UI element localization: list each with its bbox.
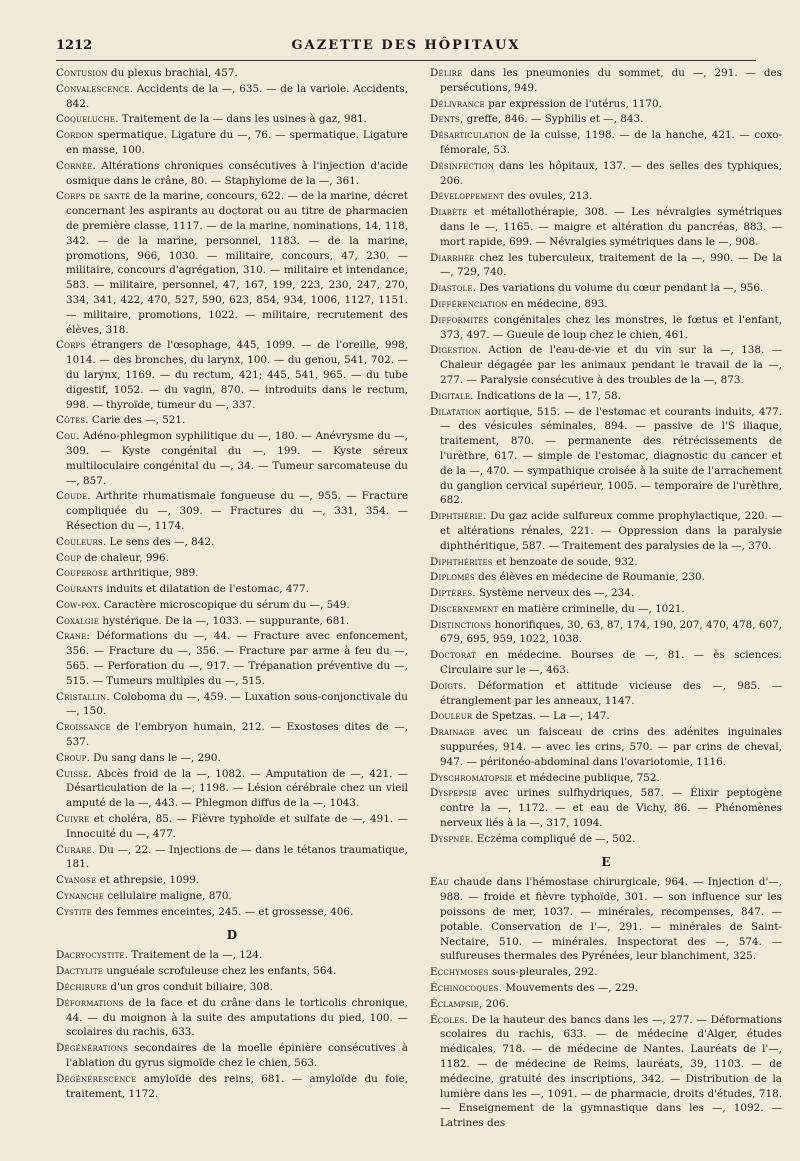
entry-heading: Diphthérites: [430, 555, 493, 568]
entry-text: avec urines sulfhydriques, 587. — Élixir peptogène contre la —, 1172. — et eau de Vichy, 86. — Phénomènes nerveux liés à la —, 317, 1094.: [440, 787, 782, 830]
entry-heading: Désinfection: [430, 159, 495, 172]
index-entry: [56, 873, 408, 888]
index-entry: [56, 112, 408, 127]
index-entry: [430, 771, 782, 786]
entry-heading: Doctorat: [430, 649, 477, 662]
entry-text: de la face et du crâne dans le torticolis chronique, 44. — du moignon à la suite des amputations du pied, 100. — scolaires du rachis, 633.: [66, 996, 408, 1039]
index-entry: [56, 338, 408, 412]
entry-text: . Du —, 22. — Injections de — dans le tétanos traumatique, 181.: [66, 843, 408, 871]
index-entry: [56, 751, 408, 766]
running-title: GAZETTE DES HÔPITAUX: [291, 38, 521, 53]
entry-heading: Écoles: [430, 1013, 465, 1026]
index-entry: [56, 690, 408, 720]
index-entry: [430, 709, 782, 724]
entry-heading: Dacryocystite: [56, 949, 125, 962]
entry-text: du plexus brachial, 457.: [107, 67, 238, 79]
index-entry: [56, 720, 408, 750]
index-entry: [56, 551, 408, 566]
entry-text: et choléra, 85. — Fièvre typhoïde et sulfate de —, 491. — Innocuité du —, 477.: [66, 813, 408, 840]
entry-text: . Du gaz acide sulfureux comme prophylactique, 220. — et altérations rénales, 221. — Oppression dans la paralysie diphthéritique, 587. — Traitement des paralysies de la —, 370.: [440, 510, 782, 552]
entry-text: de chaleur, 996.: [81, 551, 169, 564]
entry-text: des élèves en médecine de Roumanie, 230.: [474, 571, 705, 584]
entry-text: et benzoate de soude, 932.: [492, 555, 638, 568]
entry-text: spermatique. Ligature du —, 76. — spermatique. Ligature en masse, 100.: [66, 129, 408, 156]
entry-heading: Diplomés: [430, 571, 475, 584]
index-entry: [430, 205, 782, 249]
entry-heading: Convalescence: [56, 82, 130, 95]
index-entry: [56, 889, 408, 904]
entry-text: . Mouvements des —, 229.: [498, 982, 639, 995]
index-entry: [56, 1041, 408, 1071]
index-entry: [430, 1013, 782, 1131]
entry-heading: Discernement: [430, 602, 499, 615]
entry-heading: Cynanche: [56, 890, 105, 903]
entry-text: de la cuisse, 1198. — de la hanche, 421. — coxo-fémorale, 53.: [440, 129, 782, 156]
index-entry: [56, 128, 408, 158]
index-entry: [430, 997, 782, 1012]
entry-text: des ovules, 213.: [504, 190, 593, 203]
entry-heading: Déchirure: [56, 981, 108, 994]
index-entry: [430, 297, 782, 312]
entry-text: avec un faisceau de crins des adénites inguinales suppurées, 914. — avec les crins, 570. — par crins de cheval, 947. — péritonéo-abdominal dans l'ovariotomie, 1116.: [440, 726, 782, 768]
index-entry: [430, 405, 782, 509]
entry-text: induits et dilatation de l'estomac, 477.: [103, 583, 309, 596]
entry-text: étrangers de l'œsophage, 445, 1099. — de l'oreille, 998, 1014. — des bronches, du larynx, 100. — du genou, 541, 702. — du larynx, 1169. — du rectum, 421; 445, 541, 965. — du tube digestif, 1052. — du vagin, 870. — introduits dans le rectum, 998. — thyroïde, tumeur du —, 337.: [66, 339, 408, 411]
index-entry: [430, 725, 782, 769]
entry-text: en matière criminelle, du —, 1021.: [498, 602, 685, 615]
entry-heading: Dyspnée: [430, 832, 471, 845]
entry-heading: Éclampsie: [430, 997, 479, 1010]
index-entry: [56, 629, 408, 688]
entry-text: et métallothérapie, 308. — Les névralgies symétriques dans le —, 1165. — maigre et altération du pancréas, 883. — mort rapide, 699. — Névralgies symétriques dans le —, 908.: [440, 206, 782, 248]
index-entry: [430, 389, 782, 404]
entry-text: chez les tuberculeux, traitement de la —, 990. — De la —, 729, 740.: [440, 251, 782, 279]
right-column: [430, 66, 782, 1146]
index-entry: [430, 251, 782, 281]
entry-text: . Traitement de la —, 124.: [124, 949, 263, 962]
entry-heading: Cuisse: [56, 767, 89, 780]
index-entry: [56, 489, 408, 533]
entry-text: . Accidents de la —, 635. — de la variole. Accidents, 842.: [66, 82, 408, 110]
entry-heading: Délire: [430, 67, 463, 79]
index-entry: [430, 281, 782, 296]
index-entry: [430, 679, 782, 709]
entry-heading: Coude: [56, 490, 88, 503]
entry-text: . Indications de la —, 17, 58.: [470, 389, 621, 402]
index-entry: [56, 614, 408, 629]
index-entry: [430, 159, 782, 189]
index-entry: [430, 832, 782, 847]
entry-heading: Corps: [56, 339, 86, 352]
entry-text: honorifiques, 30, 63, 87, 174, 190, 207, 470, 478, 607, 679, 695, 959, 1022, 1038.: [440, 618, 782, 646]
section-letter: D: [226, 927, 238, 942]
index-entry: [430, 313, 782, 343]
entry-text: . Coloboma du —, 459. — Luxation sous-conjonctivale du —, 150.: [66, 690, 408, 718]
index-entry: [56, 843, 408, 873]
entry-text: , 206.: [479, 997, 509, 1010]
entry-text: aortique, 515. — de l'estomac et courants induits, 477. — des vésicules séminales, 894. — passive de l'S iliaque, traitement, 870. — permanente des rétrécissements de l'urèthre, 617. — simple de l'estomac, diagnostic du cancer et de la —, 470. — sympathique croisée à la suite de l'arrachement du ganglion cervical supérieur, 1005. — temporaire de l'urèthre, 682.: [440, 405, 782, 507]
index-entry: [56, 767, 408, 811]
entry-heading: Cou: [56, 430, 77, 443]
entry-text: . Abcès froid de la —, 1082. — Amputation de —, 421. — Désarticulation de la —, 1198. — Lésion cérébrale chez un vieil amputé de la —, 443. — Phlegmon diffus de la —, 1043.: [66, 767, 408, 810]
entry-text: . Des variations du volume du cœur pendant la —, 956.: [472, 282, 764, 295]
entry-heading: Couperose: [56, 567, 109, 580]
index-entry: [56, 948, 408, 963]
entry-text: chaude dans l'hémostase chirurgicale, 964. — Injection d'—, 988. — froide et fièvre typhoïde, 301. — son influence sur les poissons de mer, 1037. — minérales, recompenses, 847. — potable. Conservation de l'—, 291. — minérales de Saint-Nectaire, 510. — minérales. Inspectorat des —, 574. — sulfureuses thermales des Pyrénées, leur blanchiment, 325.: [440, 876, 782, 963]
entry-text: : Déformations du —, 44. — Fracture avec enfoncement, 356. — Fracture du —, 356. — Fracture par arme à feu du —, 565. — Perforation du —, 917. — Trépanation préventive du —, 515. — Tumeurs multiples du —, 515.: [66, 630, 408, 687]
entry-text: dans les hôpitaux, 137. — des selles des typhiques, 206.: [440, 159, 782, 187]
entry-text: . Carie des —, 521.: [85, 414, 186, 427]
entry-heading: Dyschromatopsie: [430, 771, 513, 784]
index-entry: [430, 112, 782, 127]
entry-heading: Corps de santé: [56, 190, 131, 203]
index-entry: [430, 97, 782, 112]
index-entry: [56, 159, 408, 189]
entry-heading: Déformations: [56, 996, 124, 1009]
entry-heading: Cuivre: [56, 813, 90, 826]
index-entry: [430, 555, 782, 570]
entry-heading: Digestion: [430, 344, 478, 357]
entry-text: des femmes enceintes, 245. — et grossesse, 406.: [91, 905, 354, 918]
entry-heading: Croissance: [56, 721, 111, 734]
entry-heading: Drainage: [430, 726, 475, 739]
index-entry: [430, 509, 782, 553]
entry-heading: Ecchymoses: [430, 966, 489, 979]
entry-heading: Difformités: [430, 313, 489, 326]
entry-text: . Caractère microscopique du sérum du —, 549.: [97, 598, 350, 611]
entry-heading: Cristallin: [56, 690, 107, 703]
entry-text: de Spetzas. — La —, 147.: [472, 710, 610, 723]
entry-text: . Action de l'eau-de-vie et du vin sur la —, 138. — Chaleur dégagée par les animaux pendant le travail de la —, 277. — Paralysie consécutive à des troubles de la —, 873.: [440, 344, 782, 386]
entry-text: cellulaire maligne, 870.: [104, 890, 232, 903]
entry-text: en médecine. Bourses de —, 81. — ès sciences. Circulaire sur le —, 463.: [440, 649, 782, 677]
entry-heading: Développement: [430, 190, 505, 203]
entry-heading: Délivrance: [430, 97, 485, 110]
entry-heading: Cow-pox: [56, 598, 98, 611]
entry-heading: Échinocoques: [430, 982, 499, 995]
index-entry: [430, 128, 782, 158]
entry-text: congénitales chez les monstres, le fœtus et l'enfant, 373, 497. — Gueule de loup chez le chien, 461.: [440, 313, 782, 341]
entry-heading: Distinctions: [430, 618, 492, 631]
index-entry: [56, 82, 408, 112]
entry-heading: Dégénérescence: [56, 1072, 137, 1085]
index-entry: [430, 343, 782, 387]
entry-text: . Système nerveux des —, 234.: [472, 587, 635, 600]
entry-heading: Digitale: [430, 389, 471, 402]
index-entry: [56, 429, 408, 488]
entry-heading: Dents: [430, 113, 461, 126]
entry-heading: Curare: [56, 843, 92, 856]
entry-text: dans les pneumonies du sommet, du —, 291. — des persécutions, 949.: [440, 67, 782, 94]
entry-text: . Du sang dans le —, 290.: [86, 751, 221, 764]
index-entry: [430, 786, 782, 830]
entry-text: arthritique, 989.: [108, 567, 199, 580]
entry-heading: Diphthérie: [430, 510, 483, 523]
entry-text: . Altérations chroniques consécutives à l'injection d'acide osmique dans le crâne, 80. — Staphylome de la —, 361.: [66, 159, 408, 187]
entry-text: . Eczéma compliqué de —, 502.: [470, 832, 636, 845]
entry-text: . Le sens des —, 842.: [102, 535, 215, 548]
entry-text: . Adéno-phlegmon syphilitique du —, 180. — Anévrysme du —, 309. — Kyste congénital du —, 199. — Kyste séreux multiloculaire congénital du —, 34. — Tumeur sarcomateuse du —, 857.: [66, 430, 408, 487]
entry-heading: Cornée: [56, 159, 93, 172]
index-entry: [430, 586, 782, 601]
index-entry: [430, 602, 782, 617]
index-entry: [430, 618, 782, 648]
entry-heading: Côtes: [56, 414, 86, 427]
index-entry: [56, 812, 408, 842]
index-entry: [430, 648, 782, 678]
entry-text: par expression de l'utérus, 1170.: [484, 97, 662, 110]
entry-heading: Doigts: [430, 679, 464, 692]
entry-heading: Crane: [56, 630, 87, 643]
index-columns: [56, 66, 782, 1146]
entry-heading: Dactylite: [56, 965, 104, 978]
left-column: [56, 66, 408, 1146]
entry-heading: Coqueluche: [56, 113, 116, 126]
entry-heading: Diastole: [430, 282, 473, 295]
entry-text: de la marine, concours, 622. — de la marine, décret concernant les aspirants au doctorat ou au titre de pharmacien de première classe, 1117. — de la marine, nominations, 14, 118, 342. — de la marine, personnel, 1183. — de la marine, promotions, 966, 1030. — militaire, concours, 47, 230. — militaire, concours d'agrégation, 310. — militaire et intendance, 583. — militaire, personnel, 47, 167, 199, 223, 230, 247, 270, 334, 341, 422, 470, 527, 590, 623, 854, 934, 1006, 1127, 1151. — militaire, promotions, 1022. — militaire, recrutement des élèves, 318.: [66, 190, 408, 336]
index-entry: [430, 965, 782, 980]
page-number: 1212: [56, 38, 93, 53]
entry-text: . Déformation et attitude vicieuse des —, 985. — étranglement par les anneaux, 1147.: [440, 679, 782, 707]
entry-heading: Eau: [430, 876, 450, 889]
entry-heading: Courants: [56, 583, 104, 596]
index-entry: [430, 875, 782, 964]
entry-heading: Coup: [56, 551, 82, 564]
entry-text: secondaires de la moelle épinière consécutives à l'ablation du gyrus sigmoïde chez le chien, 563.: [66, 1042, 408, 1069]
entry-text: de l'embryon humain, 212. — Exostoses dites de —, 537.: [66, 721, 408, 749]
entry-heading: Cystite: [56, 905, 92, 918]
index-entry: [430, 189, 782, 204]
index-entry: [56, 905, 408, 920]
entry-heading: Désarticulation: [430, 129, 509, 142]
index-entry: [56, 582, 408, 597]
entry-text: hystérique. De la —, 1033. — suppurante, 681.: [99, 614, 350, 627]
index-entry: [56, 566, 408, 581]
entry-heading: Cyanose: [56, 874, 97, 887]
entry-text: amyloïde des reins, 681. — amyloïde du foie, traitement, 1172.: [66, 1072, 408, 1100]
entry-text: . Arthrite rhumatismale fongueuse du —, 955. — Fracture compliquée du —, 309. — Fractures du —, 331, 354. — Résection du —, 1174.: [66, 490, 408, 532]
index-entry: [430, 981, 782, 996]
entry-heading: Contusion: [56, 67, 108, 79]
index-entry: [56, 66, 408, 81]
entry-heading: Diarrhée: [430, 251, 475, 264]
index-entry: [430, 66, 782, 96]
entry-text: unguéale scrofuleuse chez les enfants, 564.: [103, 965, 337, 978]
index-entry: [56, 1072, 408, 1102]
entry-text: . De la hauteur des bancs dans les —, 277. — Déformations scolaires du rachis, 633. — de médecine d'Alger, études médicales, 718. — de médecine de Nantes. Lauréats de l'—, 1182. — de médecine de Reims, lauréats, 39, 1103. — de médecine, gratuité des inscriptions, 342. — Distribution de la lumière dans les —, 1091. — de pharmacie, droits d'études, 718. — Enseignement de la gymnastique dans les —, 1092. — Latrines des: [440, 1013, 782, 1130]
index-entry: [56, 535, 408, 550]
index-entry: [56, 598, 408, 613]
entry-text: . Traitement de la — dans les usines à gaz, 981.: [115, 113, 367, 126]
entry-heading: Différenciation: [430, 297, 508, 310]
entry-heading: Couleurs: [56, 535, 103, 548]
entry-heading: Croup: [56, 751, 87, 764]
entry-heading: Diptères: [430, 587, 473, 600]
entry-text: et médecine publique, 752.: [512, 771, 660, 784]
entry-heading: Coxalgie: [56, 614, 100, 627]
running-header: [56, 38, 756, 61]
index-entry: [56, 980, 408, 995]
entry-text: en médecine, 893.: [507, 297, 608, 310]
entry-text: sous-pleurales, 292.: [488, 966, 598, 979]
entry-heading: Cordon: [56, 129, 94, 142]
entry-text: d'un gros conduit biliaire, 308.: [107, 981, 273, 994]
entry-heading: Diabète: [430, 206, 468, 219]
entry-heading: Dyspepsie: [430, 787, 477, 800]
entry-heading: Douleur: [430, 710, 473, 723]
index-entry: [430, 570, 782, 585]
index-entry: [56, 189, 408, 337]
index-entry: [56, 413, 408, 428]
index-entry: [56, 964, 408, 979]
entry-text: , greffe, 846. — Syphilis et —, 843.: [460, 113, 644, 126]
entry-heading: Dégénérations: [56, 1042, 129, 1055]
entry-heading: Dilatation: [430, 405, 481, 418]
entry-text: et athrepsie, 1099.: [96, 874, 200, 887]
index-entry: [56, 996, 408, 1040]
section-letter: E: [601, 854, 611, 869]
